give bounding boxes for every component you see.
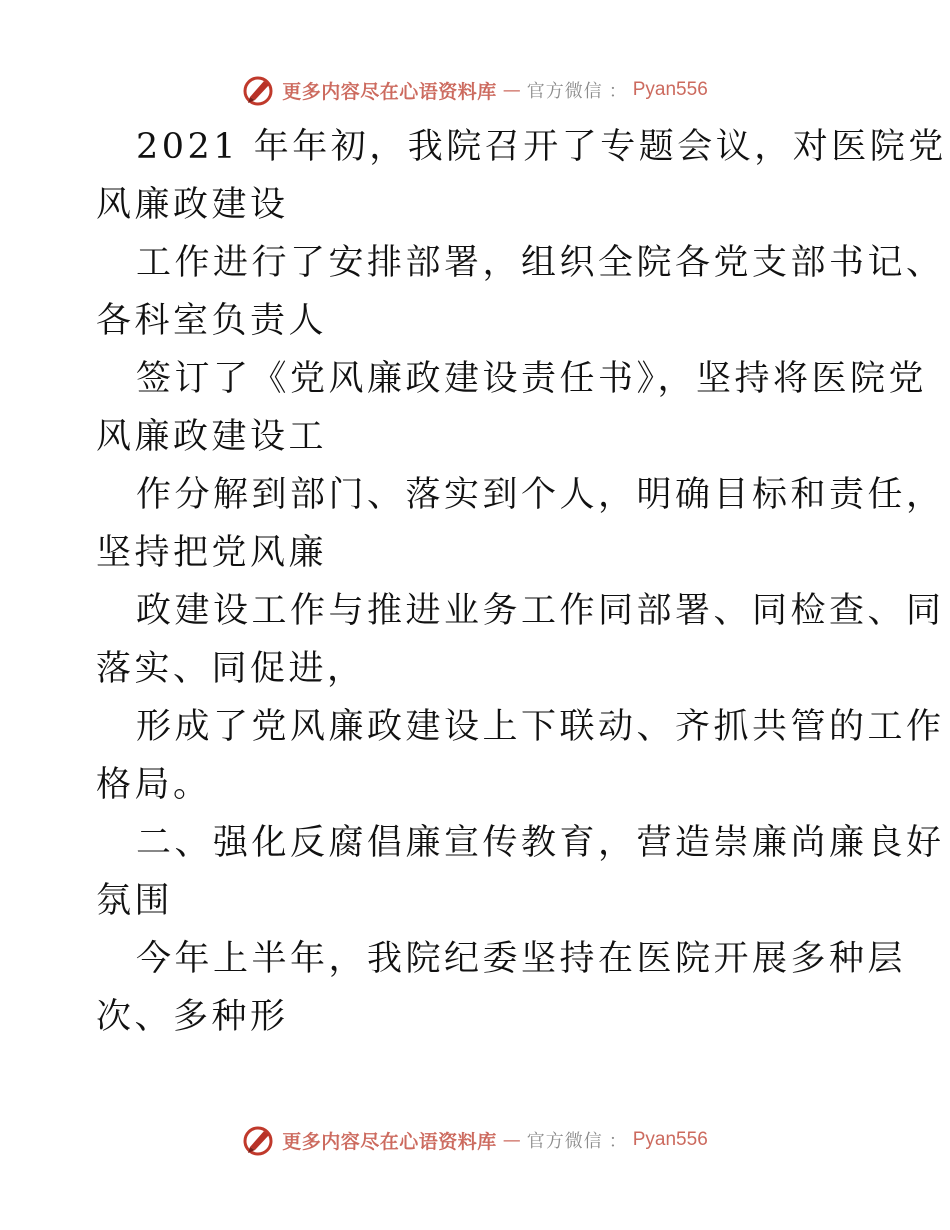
text-line-11: 形成了党风廉政建设上下联动、齐抓共管的工作 <box>136 707 945 747</box>
banner-dash: — <box>502 79 521 101</box>
banner-dash: — <box>502 1129 521 1151</box>
text-line-10: 落实、同促进， <box>96 649 366 689</box>
pen-circle-logo-icon <box>242 1123 276 1157</box>
text-line-2: 风廉政建设 <box>96 185 289 225</box>
banner-separator: ： <box>608 81 627 102</box>
pen-circle-logo-icon <box>242 73 276 107</box>
banner-wechat-label: 官方微信 <box>526 1131 603 1152</box>
banner-main-text: 更多内容尽在心语资料库 <box>282 80 497 103</box>
section-heading-line-cont: 氛围 <box>96 881 174 921</box>
banner-wechat-id: Pyan556 <box>632 1129 708 1150</box>
header-banner <box>0 70 950 110</box>
footer-banner <box>0 1120 950 1160</box>
banner-separator: ： <box>608 1131 627 1152</box>
text-line-6: 风廉政建设工 <box>96 417 328 457</box>
text-line-16: 次、多种形 <box>96 997 289 1037</box>
document-body <box>96 118 947 1046</box>
text-line-5: 签订了《党风廉政建设责任书》，坚持将医院党 <box>136 359 928 399</box>
text-line-1: 2021 年年初，我院召开了专题会议，对医院党 <box>136 127 947 167</box>
banner-main-text: 更多内容尽在心语资料库 <box>282 1130 497 1153</box>
text-line-8: 坚持把党风廉 <box>96 533 328 573</box>
banner-wechat-id: Pyan556 <box>632 79 708 100</box>
banner-wechat-label: 官方微信 <box>526 81 603 102</box>
text-line-4: 各科室负责人 <box>96 301 328 341</box>
text-line-3: 工作进行了安排部署，组织全院各党支部书记、 <box>136 243 945 283</box>
text-line-7: 作分解到部门、落实到个人，明确目标和责任， <box>136 475 945 515</box>
section-heading-line: 二、强化反腐倡廉宣传教育，营造崇廉尚廉良好 <box>136 823 945 863</box>
text-line-12: 格局。 <box>96 765 212 805</box>
text-line-15: 今年上半年，我院纪委坚持在医院开展多种层 <box>136 939 907 979</box>
text-line-9: 政建设工作与推进业务工作同部署、同检查、同 <box>136 591 945 631</box>
